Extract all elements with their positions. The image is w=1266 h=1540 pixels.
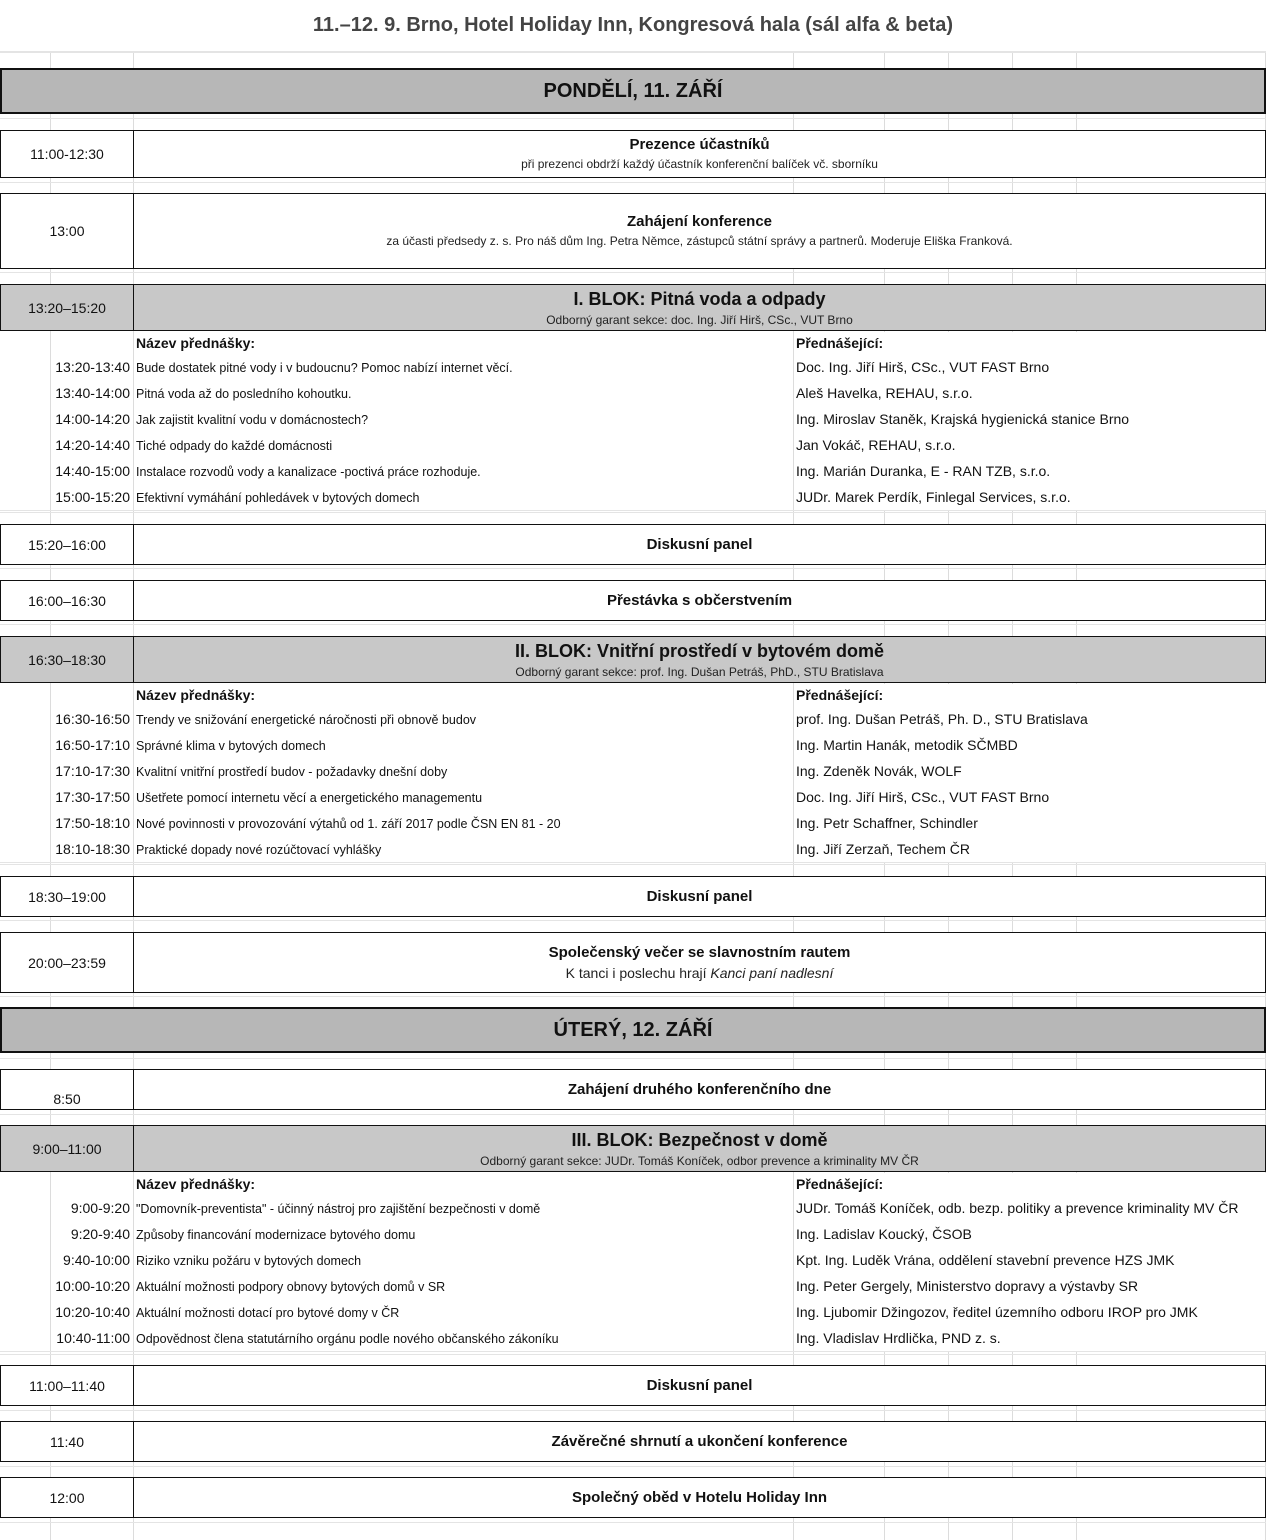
block1-header bbox=[133, 284, 1266, 331]
talk-title: Pitná voda až do posledního kohoutku. bbox=[136, 387, 352, 401]
talk-row bbox=[0, 458, 1266, 485]
talk-time: 9:00-9:20 bbox=[70, 1200, 130, 1216]
panel2-event bbox=[133, 876, 1266, 917]
evening-time: 20:00–23:59 bbox=[0, 932, 134, 993]
panel3-event bbox=[133, 1365, 1266, 1406]
block2-guarantor: Odborný garant sekce: prof. Ing. Dušan Petráš, PhD., STU Bratislava bbox=[515, 664, 884, 679]
talk-speaker: Ing. Martin Hanák, metodik SČMBD bbox=[796, 737, 1018, 753]
lunch-title: Společný oběd v Hotelu Holiday Inn bbox=[571, 1488, 828, 1506]
opening-time: 13:00 bbox=[0, 193, 134, 269]
talk-row bbox=[0, 810, 1266, 837]
talk-speaker: Ing. Zdeněk Novák, WOLF bbox=[796, 763, 962, 779]
closing-time: 11:40 bbox=[0, 1421, 134, 1462]
talk-speaker: Ing. Petr Schaffner, Schindler bbox=[796, 815, 978, 831]
talk-speaker: prof. Ing. Dušan Petráš, Ph. D., STU Bratislava bbox=[796, 711, 1088, 727]
talk-row bbox=[0, 380, 1266, 407]
opening-title: Zahájení konference bbox=[626, 213, 773, 230]
break-title: Přestávka s občerstvením bbox=[606, 591, 793, 609]
talk-time: 14:40-15:00 bbox=[55, 463, 130, 479]
talk-row bbox=[0, 432, 1266, 459]
panel3-time: 11:00–11:40 bbox=[0, 1365, 134, 1406]
talk-time: 9:20-9:40 bbox=[70, 1226, 130, 1242]
talk-time: 17:50-18:10 bbox=[55, 815, 130, 831]
talk-time: 17:30-17:50 bbox=[55, 789, 130, 805]
talk-table-header bbox=[0, 332, 1266, 355]
talk-speaker: Ing. Marián Duranka, E - RAN TZB, s.r.o. bbox=[796, 463, 1051, 479]
talk-speaker: Doc. Ing. Jiří Hirš, CSc., VUT FAST Brno bbox=[796, 789, 1050, 805]
talk-title: Správné klima v bytových domech bbox=[136, 739, 326, 753]
talk-title: Aktuální možnosti dotací pro bytové domy v ČR bbox=[136, 1306, 400, 1320]
talk-title: Ušetřete pomocí internetu věcí a energetického managementu bbox=[136, 791, 483, 805]
column-header-talk: Název přednášky: bbox=[136, 1176, 256, 1192]
talk-title: Trendy ve snižování energetické náročnosti při obnově budov bbox=[136, 713, 477, 727]
evening-subtitle bbox=[566, 963, 834, 983]
lunch-event bbox=[133, 1477, 1266, 1518]
talk-title: Způsoby financování modernizace bytového domu bbox=[136, 1228, 416, 1242]
block2-title: II. BLOK: Vnitřní prostředí v bytovém domě bbox=[514, 640, 885, 661]
page-title: 11.–12. 9. Brno, Hotel Holiday Inn, Kongresová hala (sál alfa & beta) bbox=[0, 0, 1266, 52]
talk-time: 10:20-10:40 bbox=[55, 1304, 130, 1320]
talk-speaker: JUDr. Tomáš Koníček, odb. bezp. politiky a prevence kriminality MV ČR bbox=[796, 1200, 1239, 1216]
talk-title: Praktické dopady nové rozúčtovací vyhlášky bbox=[136, 843, 382, 857]
talk-speaker: JUDr. Marek Perdík, Finlegal Services, s.r.o. bbox=[796, 489, 1071, 505]
evening-subtitle-prefix: K tanci i poslechu hrají bbox=[565, 964, 711, 981]
lunch-time: 12:00 bbox=[0, 1477, 134, 1518]
talk-time: 17:10-17:30 bbox=[55, 763, 130, 779]
talk-speaker: Ing. Ljubomir Džingozov, ředitel územního odboru IROP pro JMK bbox=[796, 1304, 1198, 1320]
talk-row bbox=[0, 758, 1266, 785]
talk-title: Odpovědnost člena statutárního orgánu podle nového občanského zákoníku bbox=[136, 1332, 559, 1346]
registration-subtitle: při prezenci obdrží každý účastník konferenční balíček vč. sborníku bbox=[521, 157, 878, 171]
talk-time: 14:20-14:40 bbox=[55, 437, 130, 453]
block1-guarantor: Odborný garant sekce: doc. Ing. Jiří Hirš, CSc., VUT Brno bbox=[546, 312, 853, 327]
panel3-title: Diskusní panel bbox=[646, 1376, 753, 1394]
panel2-title: Diskusní panel bbox=[646, 887, 753, 905]
registration-event bbox=[133, 130, 1266, 178]
talk-row bbox=[0, 484, 1266, 511]
registration-time: 11:00-12:30 bbox=[0, 130, 134, 178]
talk-time: 13:20-13:40 bbox=[55, 359, 130, 375]
talk-speaker: Ing. Vladislav Hrdlička, PND z. s. bbox=[796, 1330, 1001, 1346]
talk-speaker: Aleš Havelka, REHAU, s.r.o. bbox=[796, 385, 973, 401]
talk-speaker: Ing. Peter Gergely, Ministerstvo dopravy a výstavby SR bbox=[796, 1278, 1139, 1294]
talk-row bbox=[0, 1299, 1266, 1326]
talk-title: Tiché odpady do každé domácnosti bbox=[136, 439, 333, 453]
talk-speaker: Jan Vokáč, REHAU, s.r.o. bbox=[796, 437, 956, 453]
talk-title: Riziko vzniku požáru v bytových domech bbox=[136, 1254, 362, 1268]
closing-title: Závěrečné shrnutí a ukončení konference bbox=[551, 1432, 848, 1450]
evening-band-name: Kanci paní nadlesní bbox=[710, 964, 834, 981]
panel1-event bbox=[133, 524, 1266, 565]
block2-time: 16:30–18:30 bbox=[0, 636, 134, 683]
day2-opening-title: Zahájení druhého konferenčního dne bbox=[567, 1080, 832, 1098]
talk-row bbox=[0, 1273, 1266, 1300]
block3-header bbox=[133, 1125, 1266, 1172]
break-time: 16:00–16:30 bbox=[0, 580, 134, 621]
column-header-speaker: Přednášející: bbox=[796, 1176, 884, 1192]
block3-guarantor: Odborný garant sekce: JUDr. Tomáš Koníček, odbor prevence a kriminality MV ČR bbox=[480, 1153, 919, 1168]
talk-row bbox=[0, 406, 1266, 433]
panel2-time: 18:30–19:00 bbox=[0, 876, 134, 917]
panel1-title: Diskusní panel bbox=[646, 535, 753, 553]
column-header-speaker: Přednášející: bbox=[796, 335, 884, 351]
evening-title: Společenský večer se slavnostním rautem bbox=[548, 943, 851, 961]
talk-time: 15:00-15:20 bbox=[55, 489, 130, 505]
day-heading-monday: PONDĚLÍ, 11. ZÁŘÍ bbox=[0, 68, 1266, 114]
talk-time: 10:40-11:00 bbox=[56, 1330, 130, 1346]
closing-event bbox=[133, 1421, 1266, 1462]
day2-opening-event bbox=[133, 1069, 1266, 1110]
block3-title: III. BLOK: Bezpečnost v domě bbox=[571, 1129, 828, 1150]
talk-speaker: Ing. Ladislav Koucký, ČSOB bbox=[796, 1226, 972, 1242]
block1-time: 13:20–15:20 bbox=[0, 284, 134, 331]
talk-time: 10:00-10:20 bbox=[55, 1278, 130, 1294]
talk-title: Nové povinnosti v provozování výtahů od 1. září 2017 podle ČSN EN 81 - 20 bbox=[136, 817, 561, 831]
column-header-talk: Název přednášky: bbox=[136, 687, 256, 703]
block3-time: 9:00–11:00 bbox=[0, 1125, 134, 1172]
talk-speaker: Kpt. Ing. Luděk Vrána, oddělení stavební prevence HZS JMK bbox=[796, 1252, 1175, 1268]
talk-time: 18:10-18:30 bbox=[55, 841, 130, 857]
talk-title: "Domovník-preventista" - účinný nástroj pro zajištění bezpečnosti v domě bbox=[136, 1202, 541, 1216]
evening-event bbox=[133, 932, 1266, 993]
day2-opening-time: 8:50 bbox=[0, 1069, 134, 1110]
talk-speaker: Doc. Ing. Jiří Hirš, CSc., VUT FAST Brno bbox=[796, 359, 1050, 375]
talk-speaker: Ing. Miroslav Staněk, Krajská hygienická stanice Brno bbox=[796, 411, 1130, 427]
opening-subtitle: za účasti předsedy z. s. Pro náš dům Ing. Petra Němce, zástupců státní správy a partnerů. Moderuje Eliška Franková. bbox=[386, 234, 1013, 248]
talk-time: 13:40-14:00 bbox=[55, 385, 130, 401]
talk-row bbox=[0, 836, 1266, 863]
talk-row bbox=[0, 784, 1266, 811]
registration-title: Prezence účastníků bbox=[629, 136, 770, 153]
talk-title: Jak zajistit kvalitní vodu v domácnostech? bbox=[136, 413, 369, 427]
talk-time: 16:50-17:10 bbox=[55, 737, 130, 753]
opening-event bbox=[133, 193, 1266, 269]
talk-row bbox=[0, 1325, 1266, 1352]
talk-title: Aktuální možnosti podpory obnovy bytových domů v SR bbox=[136, 1280, 446, 1294]
column-header-talk: Název přednášky: bbox=[136, 335, 256, 351]
talk-table-header bbox=[0, 1173, 1266, 1196]
talk-time: 14:00-14:20 bbox=[55, 411, 130, 427]
talk-title: Kvalitní vnitřní prostředí budov - požadavky dnešní doby bbox=[136, 765, 448, 779]
talk-time: 9:40-10:00 bbox=[63, 1252, 130, 1268]
talk-time: 16:30-16:50 bbox=[55, 711, 130, 727]
column-header-speaker: Přednášející: bbox=[796, 687, 884, 703]
break-event bbox=[133, 580, 1266, 621]
talk-table-header bbox=[0, 684, 1266, 707]
talk-row bbox=[0, 706, 1266, 733]
talk-title: Efektivní vymáhání pohledávek v bytových domech bbox=[136, 491, 420, 505]
talk-row bbox=[0, 1247, 1266, 1274]
talk-title: Instalace rozvodů vody a kanalizace -poctivá práce rozhoduje. bbox=[136, 465, 481, 479]
talk-row bbox=[0, 732, 1266, 759]
talk-row bbox=[0, 1221, 1266, 1248]
block1-title: I. BLOK: Pitná voda a odpady bbox=[573, 288, 826, 309]
talk-row bbox=[0, 1195, 1266, 1222]
panel1-time: 15:20–16:00 bbox=[0, 524, 134, 565]
talk-row bbox=[0, 354, 1266, 381]
talk-speaker: Ing. Jiří Zerzaň, Techem ČR bbox=[796, 841, 971, 857]
block2-header bbox=[133, 636, 1266, 683]
day-heading-tuesday: ÚTERÝ, 12. ZÁŘÍ bbox=[0, 1007, 1266, 1053]
talk-title: Bude dostatek pitné vody i v budoucnu? Pomoc nabízí internet věcí. bbox=[136, 361, 513, 375]
